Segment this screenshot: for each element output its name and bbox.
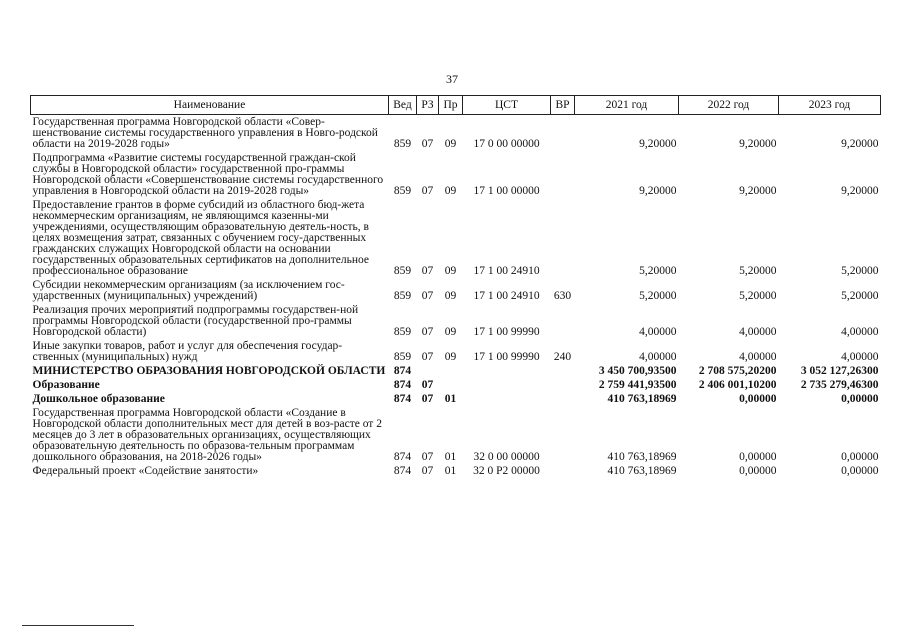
row-2021: 3 450 700,93500 bbox=[598, 365, 677, 377]
row-2023: 9,20000 bbox=[841, 185, 879, 197]
row-cst: 32 0 P2 00000 bbox=[473, 465, 540, 477]
row-2021: 2 759 441,93500 bbox=[598, 379, 677, 391]
row-vr bbox=[551, 115, 575, 152]
row-pr: 09 bbox=[444, 326, 457, 338]
row-2022: 5,20000 bbox=[739, 290, 777, 302]
row-cst: 17 1 00 24910 bbox=[473, 265, 540, 277]
table-row bbox=[31, 303, 881, 339]
row-pr bbox=[439, 364, 463, 378]
row-pr: 01 bbox=[444, 451, 457, 463]
row-pr bbox=[439, 378, 463, 392]
row-name: Федеральный проект «Содействие занятости» bbox=[32, 465, 259, 477]
row-2022: 2 708 575,20200 bbox=[698, 365, 777, 377]
table-header-row bbox=[31, 96, 881, 115]
row-name: Предоставление грантов в форме субсидий из областного бюд-жета некоммерческим организациям, не являющимся казенны-ми учреждениями, осуществляющим образовательную деятель-ность, в целях возмещения затрат, связанных с обучением госу-дарственных гражданских служащих Новгородской области на основании государственных образовательных сертификатов на дополнительное профессиональное образование bbox=[32, 199, 369, 277]
row-vr: 240 bbox=[553, 351, 572, 363]
row-name: Государственная программа Новгородской области «Совер-шенствование системы государственного управления в Новго-родской области на 2019-2028 годы» bbox=[32, 116, 378, 150]
row-vr bbox=[551, 392, 575, 406]
row-ved: 859 bbox=[393, 265, 412, 277]
table-row bbox=[31, 406, 881, 464]
row-rz: 07 bbox=[421, 393, 434, 405]
row-pr: 09 bbox=[444, 138, 457, 150]
row-ved: 859 bbox=[393, 138, 412, 150]
row-rz: 07 bbox=[421, 326, 434, 338]
row-2022: 9,20000 bbox=[739, 138, 777, 150]
row-2023: 0,00000 bbox=[841, 451, 879, 463]
row-cst: 17 1 00 99990 bbox=[473, 351, 540, 363]
row-pr: 01 bbox=[444, 465, 457, 477]
row-cst: 32 0 00 00000 bbox=[473, 451, 540, 463]
row-2022: 4,00000 bbox=[739, 351, 777, 363]
row-2023: 0,00000 bbox=[841, 465, 879, 477]
row-rz: 07 bbox=[421, 265, 434, 277]
row-2021: 410 763,18969 bbox=[607, 393, 677, 405]
row-name: Иные закупки товаров, работ и услуг для обеспечения государ-ственных (муниципальных) нужд bbox=[32, 340, 343, 363]
table-row bbox=[31, 151, 881, 198]
row-ved: 874 bbox=[393, 465, 412, 477]
header-2023: 2023 год bbox=[779, 96, 881, 115]
row-name: Подпрограмма «Развитие системы государственной граждан-ской службы в Новгородской области» государственной про-граммы Новгородской области «Совершенствование системы государственного управления в Новгородской области на 2019-2028 годы» bbox=[32, 152, 384, 197]
row-2023: 9,20000 bbox=[841, 138, 879, 150]
header-pr: Пр bbox=[439, 96, 463, 115]
row-2023: 2 735 279,46300 bbox=[800, 379, 879, 391]
row-2022: 2 406 001,10200 bbox=[698, 379, 777, 391]
page-number: 37 bbox=[446, 72, 458, 86]
row-name: Дошкольное образование bbox=[32, 393, 165, 405]
row-vr bbox=[551, 464, 575, 478]
row-2021: 410 763,18969 bbox=[607, 451, 677, 463]
row-cst: 17 1 00 24910 bbox=[473, 290, 540, 302]
table-row bbox=[31, 115, 881, 152]
row-2023: 4,00000 bbox=[841, 326, 879, 338]
row-2023: 4,00000 bbox=[841, 351, 879, 363]
row-name: МИНИСТЕРСТВО ОБРАЗОВАНИЯ НОВГОРОДСКОЙ ОБЛАСТИ bbox=[32, 365, 386, 377]
table-row-subsection bbox=[31, 392, 881, 406]
row-name: Субсидии некоммерческим организациям (за исключением гос-ударственных (муниципальных) учреждений) bbox=[32, 279, 345, 302]
row-ved: 874 bbox=[393, 451, 412, 463]
row-pr: 09 bbox=[444, 265, 457, 277]
row-rz: 07 bbox=[421, 379, 434, 391]
row-name: Реализация прочих мероприятий подпрограммы государствен-ной программы Новгородской области (государственной про-граммы Новгородской области) bbox=[32, 304, 359, 338]
row-vr bbox=[551, 198, 575, 278]
row-ved: 874 bbox=[393, 393, 412, 405]
header-ved: Вед bbox=[389, 96, 417, 115]
row-cst: 17 1 00 00000 bbox=[473, 185, 540, 197]
row-cst: 17 1 00 99990 bbox=[473, 326, 540, 338]
row-cst: 17 0 00 00000 bbox=[473, 138, 540, 150]
row-2021: 410 763,18969 bbox=[607, 465, 677, 477]
row-2023: 5,20000 bbox=[841, 265, 879, 277]
header-vr: ВР bbox=[551, 96, 575, 115]
row-2021: 4,00000 bbox=[639, 351, 677, 363]
row-vr bbox=[551, 406, 575, 464]
row-vr bbox=[551, 303, 575, 339]
row-2022: 4,00000 bbox=[739, 326, 777, 338]
row-pr: 09 bbox=[444, 185, 457, 197]
row-rz: 07 bbox=[421, 465, 434, 477]
row-pr: 09 bbox=[444, 351, 457, 363]
row-ved: 874 bbox=[393, 379, 412, 391]
header-2022: 2022 год bbox=[679, 96, 779, 115]
header-rz: РЗ bbox=[417, 96, 439, 115]
row-2021: 9,20000 bbox=[639, 138, 677, 150]
row-cst bbox=[463, 364, 551, 378]
row-2022: 9,20000 bbox=[739, 185, 777, 197]
row-rz: 07 bbox=[421, 185, 434, 197]
header-name: Наименование bbox=[31, 96, 389, 115]
row-rz: 07 bbox=[421, 451, 434, 463]
table-row-ministry bbox=[31, 364, 881, 378]
row-2023: 3 052 127,26300 bbox=[800, 365, 879, 377]
row-2023: 5,20000 bbox=[841, 290, 879, 302]
row-2021: 4,00000 bbox=[639, 326, 677, 338]
row-2023: 0,00000 bbox=[841, 393, 879, 405]
row-ved: 859 bbox=[393, 351, 412, 363]
table-row bbox=[31, 339, 881, 364]
row-vr bbox=[551, 364, 575, 378]
row-cst bbox=[463, 392, 551, 406]
row-pr: 09 bbox=[444, 290, 457, 302]
row-2022: 0,00000 bbox=[739, 451, 777, 463]
table-row bbox=[31, 278, 881, 303]
row-2021: 5,20000 bbox=[639, 290, 677, 302]
row-ved: 859 bbox=[393, 326, 412, 338]
header-cst: ЦСТ bbox=[463, 96, 551, 115]
row-rz: 07 bbox=[421, 290, 434, 302]
row-cst bbox=[463, 378, 551, 392]
row-2021: 9,20000 bbox=[639, 185, 677, 197]
footnote-divider bbox=[22, 625, 134, 626]
row-ved: 874 bbox=[393, 365, 412, 377]
row-ved: 859 bbox=[393, 185, 412, 197]
row-2022: 5,20000 bbox=[739, 265, 777, 277]
row-name: Образование bbox=[32, 379, 100, 391]
header-2021: 2021 год bbox=[575, 96, 679, 115]
table-row bbox=[31, 464, 881, 478]
row-vr: 630 bbox=[553, 290, 572, 302]
table-row bbox=[31, 198, 881, 278]
row-2022: 0,00000 bbox=[739, 465, 777, 477]
table-row-section bbox=[31, 378, 881, 392]
row-rz bbox=[417, 364, 439, 378]
row-rz: 07 bbox=[421, 138, 434, 150]
row-2021: 5,20000 bbox=[639, 265, 677, 277]
row-pr: 01 bbox=[444, 393, 457, 405]
row-ved: 859 bbox=[393, 290, 412, 302]
row-2022: 0,00000 bbox=[739, 393, 777, 405]
budget-table bbox=[30, 95, 881, 478]
row-vr bbox=[551, 378, 575, 392]
row-rz: 07 bbox=[421, 351, 434, 363]
row-vr bbox=[551, 151, 575, 198]
row-name: Государственная программа Новгородской области «Создание в Новгородской области дополнительных мест для детей в воз-расте от 2 месяцев до 3 лет в образовательных организациях, осуществляющих образовательную деятельность по образова-тельным программам дошкольного образования, на 2018-2026 годы» bbox=[32, 407, 382, 463]
